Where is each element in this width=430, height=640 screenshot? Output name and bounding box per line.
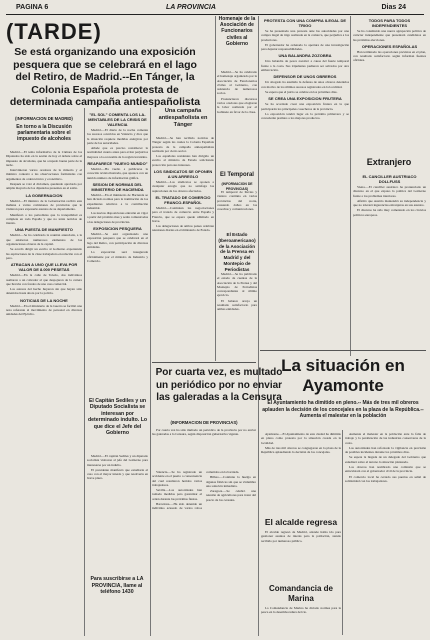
section-rule xyxy=(152,362,256,363)
alcohol-tax-subhead: En torno a la Discusión parlamentaria sobre el impuesto de alcoholes xyxy=(16,124,72,143)
info-madrid: (INFORMACION DE MADRID) xyxy=(15,116,73,121)
sediles-headline: El Capitán Sediles y un Diputado Socialista se interesan por determinado indulto. Lo que dice el Jefe del Gobierno xyxy=(87,398,148,437)
column-6-top: TODOS PARA TODOS INDEPENDIENTES Se ha constituido una nueva agrupación política de carácter independiente que presentará candidatos en las próximas elecciones. OPERACIONES ESPAÑOLAS Han terminado las operaciones previstas en el plan, con resultado satisfactorio según informan fuentes oficiales. xyxy=(353,18,426,63)
subscription-ad: Para suscribirse a LA PROVINCIA, llame al teléfono 1430 xyxy=(90,576,144,595)
middle-columns-body: Valencia.—Se ha registrado un accidente en el puerto a consecuencia del cual resultaron heridos varios trabajadores. Sevilla.—Las autoridades han tomado medidas para garantizar el orden durante las próximas fiestas. Barcelona.—Ha sido detenido un individuo acusado de varios robos cometidos en la barriada. Bilbao.—Continúa la huelga en algunas fábricas sin que se vislumbre una solución inmediata. Zaragoza.—Se celebró una reunión de agricultores para tratar del precio de los cereales. xyxy=(152,470,256,511)
ayamonte-body-left: Ayamonte.—El Ayuntamiento de esta ciudad ha dimitido en pleno como protesta por la situación creada en la localidad. Más de tres mil obreros se congregaron en la plaza de la República aplaudiendo la decisión de los concejales. xyxy=(261,432,341,455)
col2-head-2: REAPARECE "NUEVO MUNDO" xyxy=(87,161,148,167)
temporal-headline: El Temporal xyxy=(220,172,254,178)
col5-head-2: UNA BALANDRA ZOZOBRA xyxy=(278,53,332,59)
section-rule xyxy=(260,350,426,351)
newspaper-title: LA PROVINCIA xyxy=(166,4,216,11)
col2-head-3: SESION DE NORMAS DEL MINISTERIO DE HACIENDA xyxy=(91,181,144,192)
alcalde-headline: El alcalde regresa xyxy=(264,517,338,527)
alcalde-body: El alcalde regresó de Madrid, adonde había ido para gestionar asuntos de interés para la población, siendo recibido por numeroso público. xyxy=(261,530,341,543)
column-4-body: Madrid.—Se ha celebrado el homenaje organizado por la Asociación de Funcionarios civiles al Gobierno, con asistencia de numerosos socios. Pronunciaron discursos varios oradores que elogiaron la labor realizada por el Gabinete en favor de la clase. xyxy=(217,70,257,114)
col5-head-4: SE CREA UNA EXPOSICION FRUTERA xyxy=(268,96,342,102)
comandancia-headline: Comandancia de Marina xyxy=(268,584,333,603)
column-rule xyxy=(342,430,343,635)
col5-head-1: PROTESTA CON UNA COMPRA ILEGAL DE TRIGO xyxy=(263,18,347,28)
col6-head-3: EL CANCILLER AUSTRIACO DOLLFUSS xyxy=(362,174,417,184)
col5-head-3: DEFENSOR DE UNOS OBREROS xyxy=(273,74,337,80)
tangier-headline: Una campaña antiespañolista en Tánger xyxy=(158,108,208,128)
column-3-body: Madrid.—Se han recibido noticias de Tánger según las cuales la Colonia Española protesta de la campaña antiespañolista realizada por cierto sector. Los españoles residentes han dirigido un escrito al ministro de Estado solicitando protección para sus intereses. LOS SINDICATOS SE OPONEN A UN ARREGLO Madrid.—Los sindicatos se oponen a cualquier arreglo que no satisfaga las aspiraciones de los obreros afectados. EL TRATADO DE COMERCIO FRANCO-ESPAÑOL Madrid.—Continúan las negociaciones para el tratado de comercio entre España y Francia, que se espera quede ultimado en breve. Las delegaciones de ambos países celebran reuniones diarias en el ministerio de Estado. xyxy=(152,136,214,233)
press-association-headline: El Estado (Iberoamericano) de la Asociación de la Prensa en Madrid y del Montepio de Periodistas xyxy=(218,232,256,272)
ayamonte-subheadline: El Ayuntamiento ha dimitido en pleno.-- Más de tres mil obreros aplauden la decisión de los concejales en la plaza de la República.--Aumenta el malestar en la población xyxy=(262,400,424,419)
column-rule xyxy=(150,108,151,636)
comandancia-body: La Comandancia de Marina ha dictado normas para la pesca en la desembocadura del río. xyxy=(261,606,341,615)
temporal-body: El temporal de lluvias y vientos continúa en varias provincias del norte, causando daños en las cosechas y comunicaciones. xyxy=(217,190,257,212)
column-2-body: "EL SOL" COMENTA LOS LA- MENTABLES DE LA CRISIS DE VALENCIA Madrid.—El diario de la noche comenta los sucesos ocurridos en Valencia y dice que la situación requiere medidas enérgicas por parte de las autoridades. Añade que es preciso restablecer la normalidad cuanto antes para evitar perjuicios mayores a la economía de la región levantina. REAPARECE "NUEVO MUNDO" Madrid.—Ha vuelto a publicarse la conocida revista ilustrada, que aparece con un nutrido número de información gráfica. SESION DE NORMAS DEL MINISTERIO DE HACIENDA Madrid.—En el ministerio de Hacienda se han dictado normas para la tramitación de los expedientes relativos a la contribución industrial. Las nuevas disposiciones entrarán en vigor a partir del próximo mes y serán comunicadas a las delegaciones de provincias. EXPOSICION PESQUERA Madrid.—Se está organizando una exposición pesquera que se celebrará en el lago del Retiro, con participación de diversas entidades. La exposición será inaugurada oficialmente por el ministro de Industria y Comercio. xyxy=(87,112,148,263)
column-rule xyxy=(258,16,259,636)
info-provincias-top: (INFORMACION DE PROVINCIAS) xyxy=(221,182,253,191)
extranjero-heading: Extranjero xyxy=(366,157,412,167)
column-rule xyxy=(215,16,216,361)
page-date: Dias 24 xyxy=(381,4,406,11)
col3-sub-2: EL TRATADO DE COMERCIO FRANCO-ESPAÑOL xyxy=(155,194,211,205)
col3-sub-1: LOS SINDICATOS SE OPONEN A UN ARREGLO xyxy=(153,169,213,180)
info-provincias-middle: (INFORMACION DE PROVINCIAS) xyxy=(170,420,238,425)
homage-headline: Homenaje de la Asociación de Funcionarios civiles al Gobierno xyxy=(218,16,256,47)
column-6-bottom: EL CANCILLER AUSTRIACO DOLLFUSS Viena.—El canciller austríaco ha pronunciado un discurso en el que expuso la política del Gobierno frente a los problemas interiores. Afirmó que Austria mantendrá su independencia y que no tolerará ingerencias extranjeras en sus asuntos. El discurso ha sido muy comentado en los círculos políticos europeos. xyxy=(353,174,426,217)
censorship-body: Por cuarta vez ha sido multado un periódico de la provincia por no enviar las galeradas a la Censura, según disposición gubernativa vigente. xyxy=(152,428,256,437)
col2-head-1: "EL SOL" COMENTA LOS LA- MENTABLES DE LA CRISIS DE VALENCIA xyxy=(88,112,147,127)
column-5-body: PROTESTA CON UNA COMPRA ILEGAL DE TRIGO Se ha presentado una protesta ante las autoridades por una compra ilegal de trigo realizada en la comarca, que perjudica a los productores. El gobernador ha ordenado la apertura de una investigación para depurar responsabilidades. UNA BALANDRA ZOZOBRA Una balandra de pesca zozobró a causa del fuerte temporal frente a la costa. Sus tripulantes pudieron ser salvados por otra embarcación. DEFENSOR DE UNOS OBREROS Un abogado ha asumido la defensa de unos obreros detenidos con motivo de los últimos sucesos registrados en la localidad. Se espera que el juicio se celebre en los próximos días. SE CREA UNA EXPOSICION FRUTERA Se ha acordado crear una exposición frutera en la que participarán los principales cosecheros de la provincia. La exposición tendrá lugar en la próxima primavera y se concederán premios a los mejores productos. xyxy=(261,18,349,121)
sediles-body: Madrid.—El capitán Sediles y un diputado socialista visitaron al jefe del Gobierno para interesarse por un indulto. El presidente manifestó que estudiaría el caso con el mayor interés y que resolvería en breve plazo. xyxy=(87,454,148,481)
column-rule xyxy=(350,16,351,356)
masthead xyxy=(6,3,424,15)
col6-head-2: OPERACIONES ESPAÑOLAS xyxy=(361,43,418,49)
ayamonte-body-right: Aumenta el malestar en la población ante la falta de trabajo y la paralización de las industrias conserveras de la costa. Las autoridades han reforzado la vigilancia en previsión de posibles incidentes durante los próximos días. Se espera la llegada de un delegado del Gobierno que estudiará sobre el terreno la situación planteada. Los obreros han nombrado una comisión que se entrevistará con el gobernador civil de la provincia. El comercio local ha cerrado sus puertas en señal de solidaridad con los trabajadores. xyxy=(345,432,426,483)
press-association-body: Madrid.—Se ha publicado el estado de cuentas de la Asociación de la Prensa y del Montepío de Periodistas correspondiente al último ejercicio. El balance arroja un resultado satisfactorio para ambas entidades. xyxy=(217,272,257,312)
col6-head-1: TODOS PARA TODOS INDEPENDIENTES xyxy=(368,18,411,28)
page-number: PAGINA 6 xyxy=(16,4,49,11)
ayamonte-headline: La situación en Ayamonte xyxy=(281,356,405,395)
column-1-body: Madrid.—El tema informativo de la Cámara de los Diputados ha sido en la sesión de hoy el debate sobre el impuesto de alcoholes, que ha ocupado buena parte de la tarde. Intervinieron varios oradores de la minoría y el ministro contestó a las observaciones formuladas con argumentos de orden técnico y económico. Después se votó el dictamen, quedando aprobado por amplia mayoría de los diputados presentes en el salón. LA GOBERNACION Madrid.—El ministro de la Gobernación recibió esta mañana a varias comisiones de provincias que le visitaron para exponerle asuntos de su departamento. Manifestó a los periodistas que la tranquilidad es completa en toda España y que no tenía noticias de interés. UNA PUESTA DE MANIFIESTO Madrid.—Se ha celebrado la reunión anunciada, a la que asistieron numerosos elementos de las organizaciones obreras de la capital. Se acordó dirigir un escrito al Gobierno exponiendo las aspiraciones de la clase trabajadora en relación con el paro. ATRACAN A UNO QUE LLEVA POR VALOR DE 8.000 PESETAS Madrid.—En la calle de Toledo, dos individuos asaltaron a un cobrador al que despojaron de la cartera que llevaba con fondos de una casa comercial. Los autores del hecho huyeron sin que hayan sido detenidos hasta ahora por la policía. NOTICIAS DE LA NOCHE Madrid.—En el ministerio de la Guerra se facilitó una nota referente al movimiento de personal en diversas unidades del Ejército. xyxy=(6,150,82,317)
censorship-headline: Por cuarta vez, es multado un periódico por no enviar las galeradas a la Censura xyxy=(155,367,283,403)
column-rule xyxy=(84,108,85,636)
edition-tag: (TARDE) xyxy=(6,19,102,44)
main-headline: Se está organizando una exposición pesquera que se celebrará en el lago del Retiro, de Madrid.--En Tánger, la Colonia Española protesta de determinada campaña antiespañolista xyxy=(9,46,201,108)
